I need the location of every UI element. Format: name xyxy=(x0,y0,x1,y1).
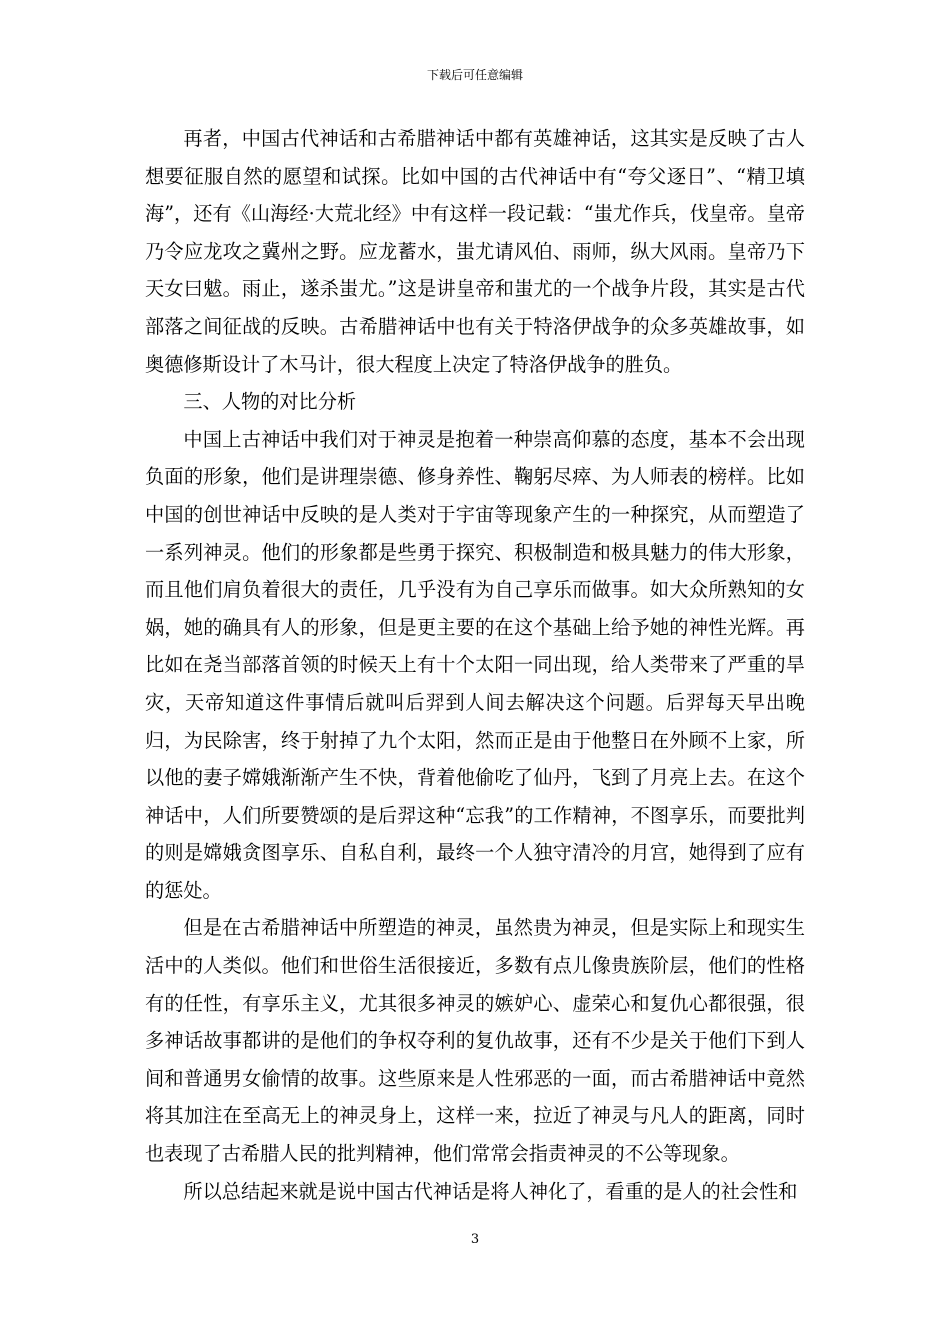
page-number: 3 xyxy=(470,1232,480,1247)
paragraph-conclusion: 所以总结起来就是说中国古代神话是将人神化了，看重的是人的社会性和 xyxy=(183,1179,798,1203)
section-heading-character-comparison: 三、人物的对比分析 xyxy=(183,390,357,414)
paragraph-heroic-myths: 再者，中国古代神话和古希腊神话中都有英雄神话，这其实是反映了古人想要征服自然的愿望和试探。比如中国的古代神话中有“夸父逐日”、“精卫填海”，还有《山海经·大荒北经》中有这样一段记载：“蚩尤作兵，伐皇帝。皇帝乃令应龙攻之冀州之野。应龙蓄水，蚩尤请风伯、雨师，纵大风雨。皇帝乃下天女曰魃。雨止，遂杀蚩尤。”这是讲皇帝和蚩尤的一个战争片段，其实是古代部落之间征战的反映。古希腊神话中也有关于特洛伊战争的众多英雄故事，如奥德修斯设计了木马计，很大程度上决定了特洛伊战争的胜负。 xyxy=(145,127,805,376)
paragraph-greek-deities: 但是在古希腊神话中所塑造的神灵，虽然贵为神灵，但是实际上和现实生活中的人类似。他们和世俗生活很接近，多数有点儿像贵族阶层，他们的性格有的任性，有享乐主义，尤其很多神灵的嫉妒心、虚荣心和复仇心都很强，很多神话故事都讲的是他们的争权夺利的复仇故事，还有不少是关于他们下到人间和普通男女偷情的故事。这些原来是人性邪恶的一面，而古希腊神话中竟然将其加注在至高无上的神灵身上，这样一来，拉近了神灵与凡人的距离，同时也表现了古希腊人民的批判精神，他们常常会指责神灵的不公等现象。 xyxy=(145,916,805,1166)
paragraph-chinese-deities: 中国上古神话中我们对于神灵是抱着一种崇高仰慕的态度，基本不会出现负面的形象，他们是讲理崇德、修身养性、鞠躬尽瘁、为人师表的榜样。比如中国的创世神话中反映的是人类对于宇宙等现象产生的一种探究，从而塑造了一系列神灵。他们的形象都是些勇于探究、积极制造和极具魅力的伟大形象，而且他们肩负着很大的责任，几乎没有为自己享乐而做事。如大众所熟知的女娲，她的确具有人的形象，但是更主要的在这个基础上给予她的神性光辉。再比如在尧当部落首领的时候天上有十个太阳一同出现，给人类带来了严重的旱灾，天帝知道这件事情后就叫后羿到人间去解决这个问题。后羿每天早出晚归，为民除害，终于射掉了九个太阳，然而正是由于他整日在外顾不上家，所以他的妻子嫦娥渐渐产生不快，背着他偷吃了仙丹，飞到了月亮上去。在这个神话中，人们所要赞颂的是后羿这种“忘我”的工作精神，不图享乐，而要批判的则是嫦娥贪图享乐、自私自利，最终一个人独守清冷的月宫，她得到了应有的惩处。 xyxy=(145,427,805,902)
page-header: 下载后可任意编辑 xyxy=(426,68,523,82)
document-body xyxy=(145,120,805,1210)
